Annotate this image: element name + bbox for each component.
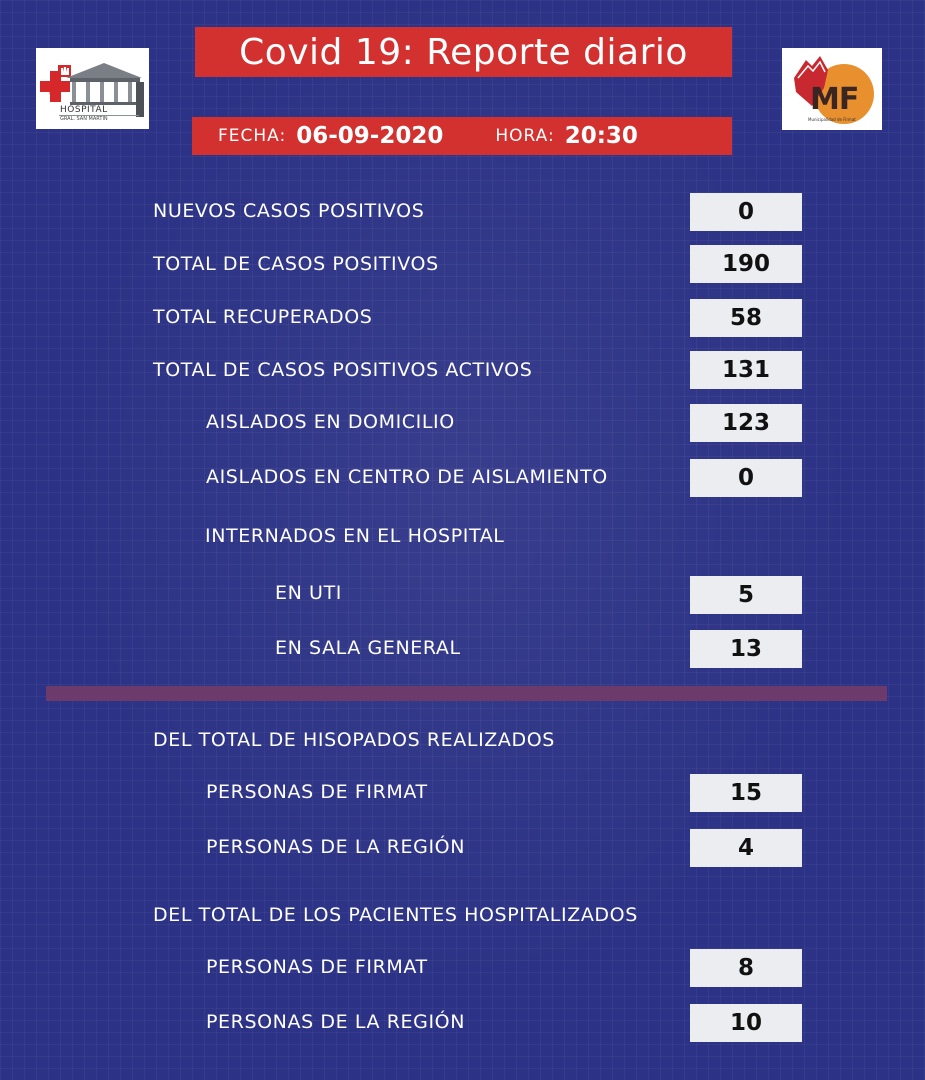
stat-value-activos: 131 [690,351,802,389]
hospitalizados-value-firmat: 8 [690,949,802,987]
stat-label-sala-general: EN SALA GENERAL [275,637,461,659]
stat-label-total-positivos: TOTAL DE CASOS POSITIVOS [153,253,439,275]
municipality-logo-text: MF [810,82,859,117]
stat-value-sala-general: 13 [690,630,802,668]
page-title: Covid 19: Reporte diario [239,31,688,73]
stat-value-domicilio: 123 [690,404,802,442]
stat-label-uti: EN UTI [275,582,342,604]
title-banner [195,27,732,77]
stat-value-nuevos: 0 [690,193,802,231]
date-banner [192,117,732,155]
hisopados-label-region: PERSONAS DE LA REGIÓN [206,836,466,858]
hospitalizados-value-region: 10 [690,1004,802,1042]
hospital-logo-subtext: GRAL. SAN MARTIN [60,116,108,122]
hospitalizados-label-region: PERSONAS DE LA REGIÓN [206,1011,466,1033]
stat-value-total-positivos: 190 [690,245,802,283]
hospitalizados-heading: DEL TOTAL DE LOS PACIENTES HOSPITALIZADOS [153,904,638,926]
stat-label-centro-aislamiento: AISLADOS EN CENTRO DE AISLAMIENTO [206,466,608,488]
hisopados-label-firmat: PERSONAS DE FIRMAT [206,781,428,803]
fecha-value: 06-09-2020 [296,123,444,149]
hospital-logo [36,48,149,129]
section-divider [46,686,887,701]
stat-label-recuperados: TOTAL RECUPERADOS [153,306,373,328]
hora-value: 20:30 [564,123,638,149]
stat-label-internados: INTERNADOS EN EL HOSPITAL [205,525,505,547]
hisopados-heading: DEL TOTAL DE HISOPADOS REALIZADOS [153,729,555,751]
stat-label-activos: TOTAL DE CASOS POSITIVOS ACTIVOS [153,359,533,381]
stat-label-nuevos: NUEVOS CASOS POSITIVOS [153,200,425,222]
municipality-logo-subtext: Municipalidad de Firmat [808,117,856,122]
hospitalizados-label-firmat: PERSONAS DE FIRMAT [206,956,428,978]
hisopados-value-firmat: 15 [690,774,802,812]
hora-label: HORA: [495,126,555,146]
hospital-logo-text: HOSPITAL [60,105,108,115]
hisopados-value-region: 4 [690,829,802,867]
municipality-logo [782,48,882,130]
stat-label-domicilio: AISLADOS EN DOMICILIO [206,411,455,433]
stat-value-uti: 5 [690,576,802,614]
fecha-label: FECHA: [218,126,287,146]
stat-value-centro-aislamiento: 0 [690,459,802,497]
stat-value-recuperados: 58 [690,299,802,337]
